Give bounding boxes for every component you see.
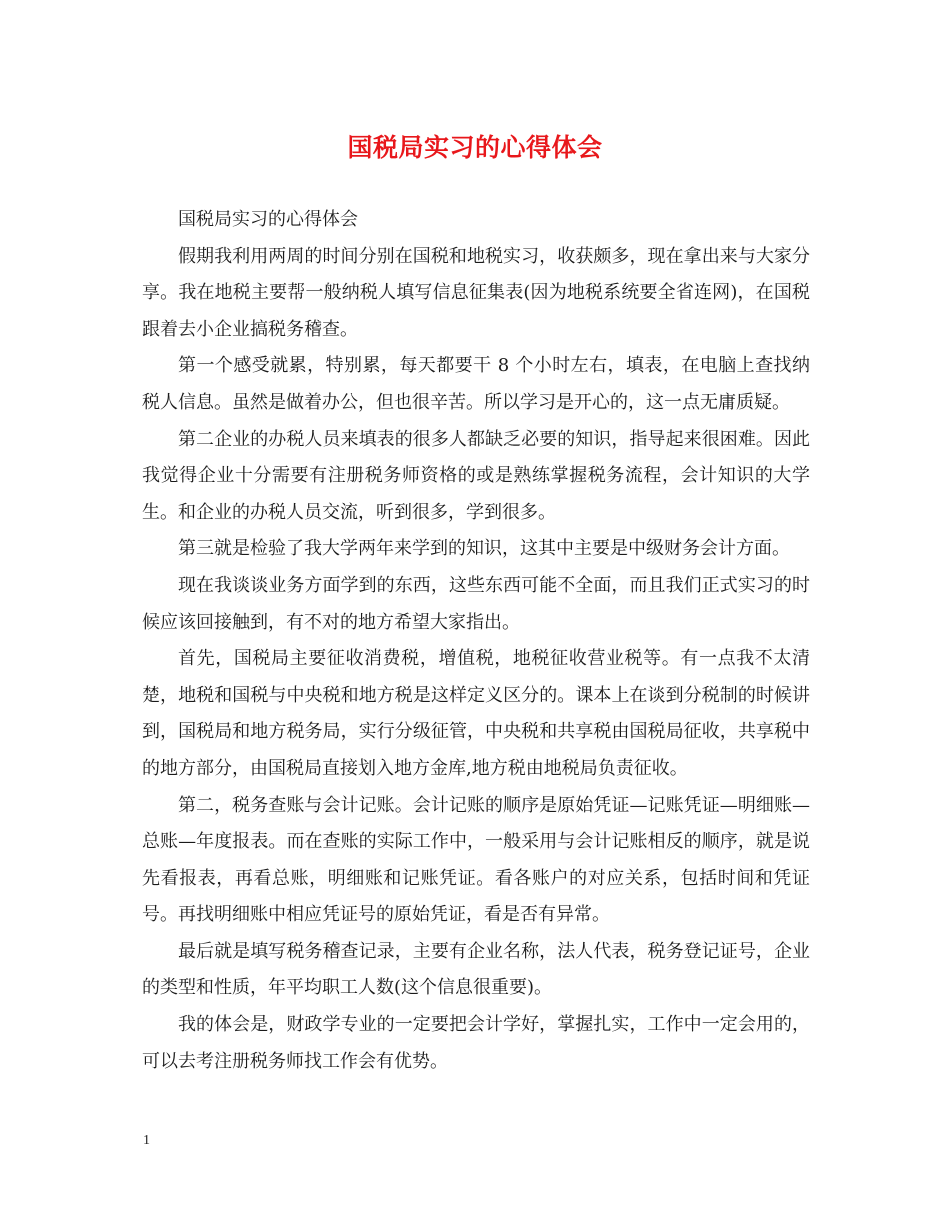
paragraph: 第三就是检验了我大学两年来学到的知识，这其中主要是中级财务会计方面。 [178,538,790,560]
paragraph: 第二，税务查账与会计记账。会计记账的顺序是原始凭证—记账凭证—明细账—总账—年度报表。而在查账的实际工作中，一般采用与会计记账相反的顺序，就是说先看报表，再看总账，明细账和记账凭证。看各账户的对应关系，包括时间和凭证号。再找明细账中相应凭证号的原始凭证，看是否有异常。 [142,794,810,926]
document-title: 国税局实习的心得体会 [347,133,603,162]
page-number: 1 [143,1133,150,1148]
paragraph: 首先，国税局主要征收消费税，增值税，地税征收营业税等。有一点我不太清楚，地税和国税与中央税和地方税是这样定义区分的。课本上在谈到分税制的时候讲到，国税局和地方税务局，实行分级征管，中央税和共享税由国税局征收，共享税中的地方部分，由国税局直接划入地方金库,地方税由地税局负责征收。 [142,648,810,779]
paragraph: 第二企业的办税人员来填表的很多人都缺乏必要的知识，指导起来很困难。因此我觉得企业十分需要有注册税务师资格的或是熟练掌握税务流程，会计知识的大学生。和企业的办税人员交流，听到很多，学到很多。 [142,428,810,523]
paragraph: 第一个感受就累，特别累，每天都要干 8 个小时左右，填表，在电脑上查找纳税人信息。虽然是做着办公，但也很辛苦。所以学习是开心的，这一点无庸质疑。 [142,355,810,413]
paragraph: 假期我利用两周的时间分别在国税和地税实习，收获颇多，现在拿出来与大家分享。我在地税主要帮一般纳税人填写信息征集表(因为地税系统要全省连网)，在国税跟着去小企业搞税务稽查。 [142,245,810,340]
paragraph: 现在我谈谈业务方面学到的东西，这些东西可能不全面，而且我们正式实习的时候应该回接触到，有不对的地方希望大家指出。 [142,574,810,633]
paragraph: 国税局实习的心得体会 [178,209,358,230]
paragraph: 我的体会是，财政学专业的一定要把会计学好，掌握扎实，工作中一定会用的，可以去考注册税务师找工作会有优势。 [142,1014,810,1072]
document-body [142,202,810,1080]
paragraph: 最后就是填写税务稽查记录，主要有企业名称，法人代表，税务登记证号，企业的类型和性质，年平均职工人数(这个信息很重要)。 [142,940,810,999]
